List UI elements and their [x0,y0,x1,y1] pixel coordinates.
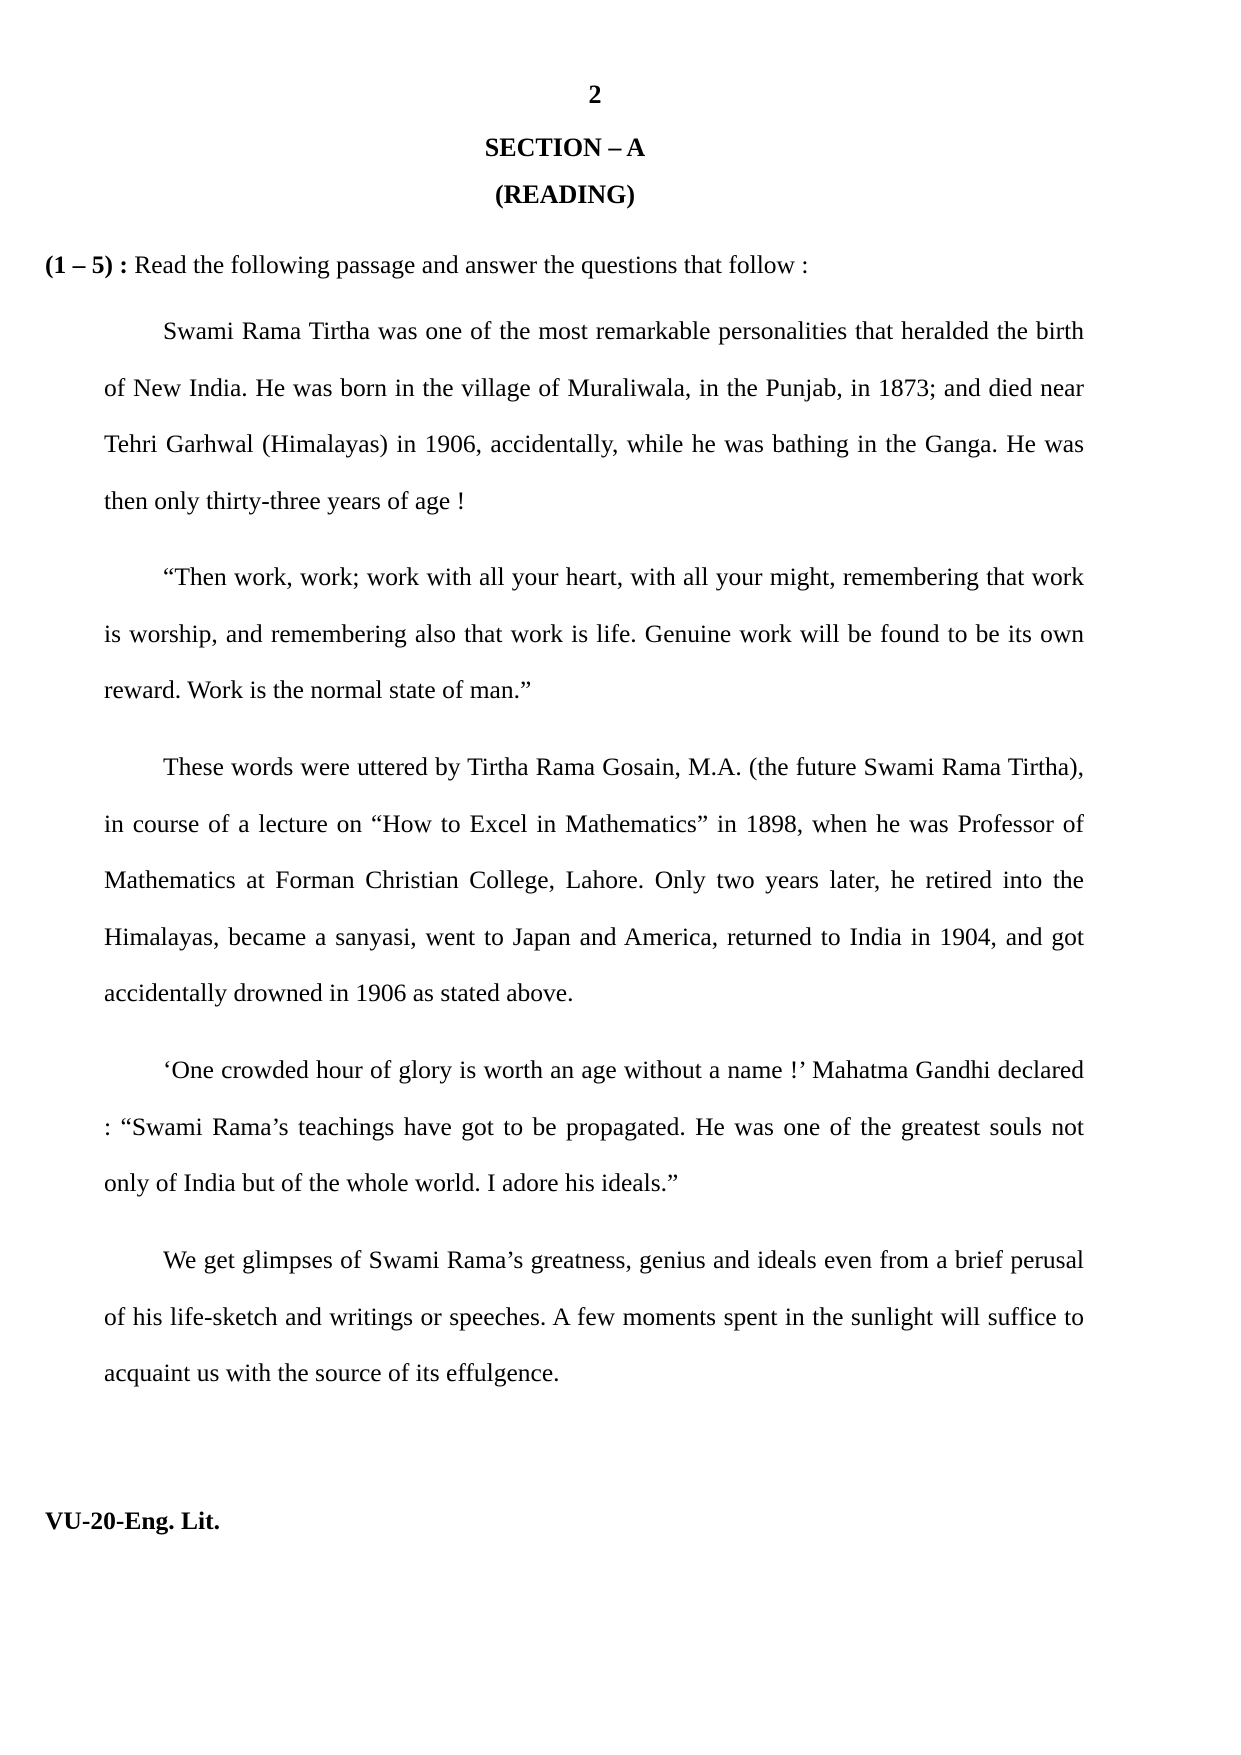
question-instruction [45,250,808,280]
passage-paragraph-4: ‘One crowded hour of glory is worth an age without a name !’ Mahatma Gandhi declared : “Swami Rama’s teachings have got to be propagated. He was one of the greatest souls not only of India but of the whole world. I adore his ideals.” [104,1055,1084,1197]
passage-paragraph-1: Swami Rama Tirtha was one of the most remarkable personalities that heralded the birth of New India. He was born in the village of Muraliwala, in the Punjab, in 1873; and died near Tehri Garhwal (Himalayas) in 1906, accidentally, while he was bathing in the Ganga. He was then only thirty-three years of age ! [104,316,1084,515]
instruction-text: Read the following passage and answer the questions that follow : [127,250,809,279]
passage-paragraph-2: “Then work, work; work with all your heart, with all your might, remembering that work is worship, and remembering also that work is life. Genuine work will be found to be its own reward. Work is the normal state of man.” [104,562,1084,704]
page-number: 2 [588,80,602,109]
section-subtitle: (READING) [494,180,636,209]
paper-code-footer: VU-20-Eng. Lit. [45,1506,220,1535]
passage-paragraph-5: We get glimpses of Swami Rama’s greatness, genius and ideals even from a brief perusal of his life-sketch and writings or speeches. A few moments spent in the sunlight will suffice to acquaint us with the source of its effulgence. [104,1245,1084,1387]
passage-paragraph-3: These words were uttered by Tirtha Rama Gosain, M.A. (the future Swami Rama Tirtha), in course of a lecture on “How to Excel in Mathematics” in 1898, when he was Professor of Mathematics at Forman Christian College, Lahore. Only two years later, he retired into the Himalayas, became a sanyasi, went to Japan and America, returned to India in 1904, and got accidentally drowned in 1906 as stated above. [104,752,1084,1007]
question-range: (1 – 5) : [45,250,128,279]
section-title: SECTION – A [484,133,646,162]
